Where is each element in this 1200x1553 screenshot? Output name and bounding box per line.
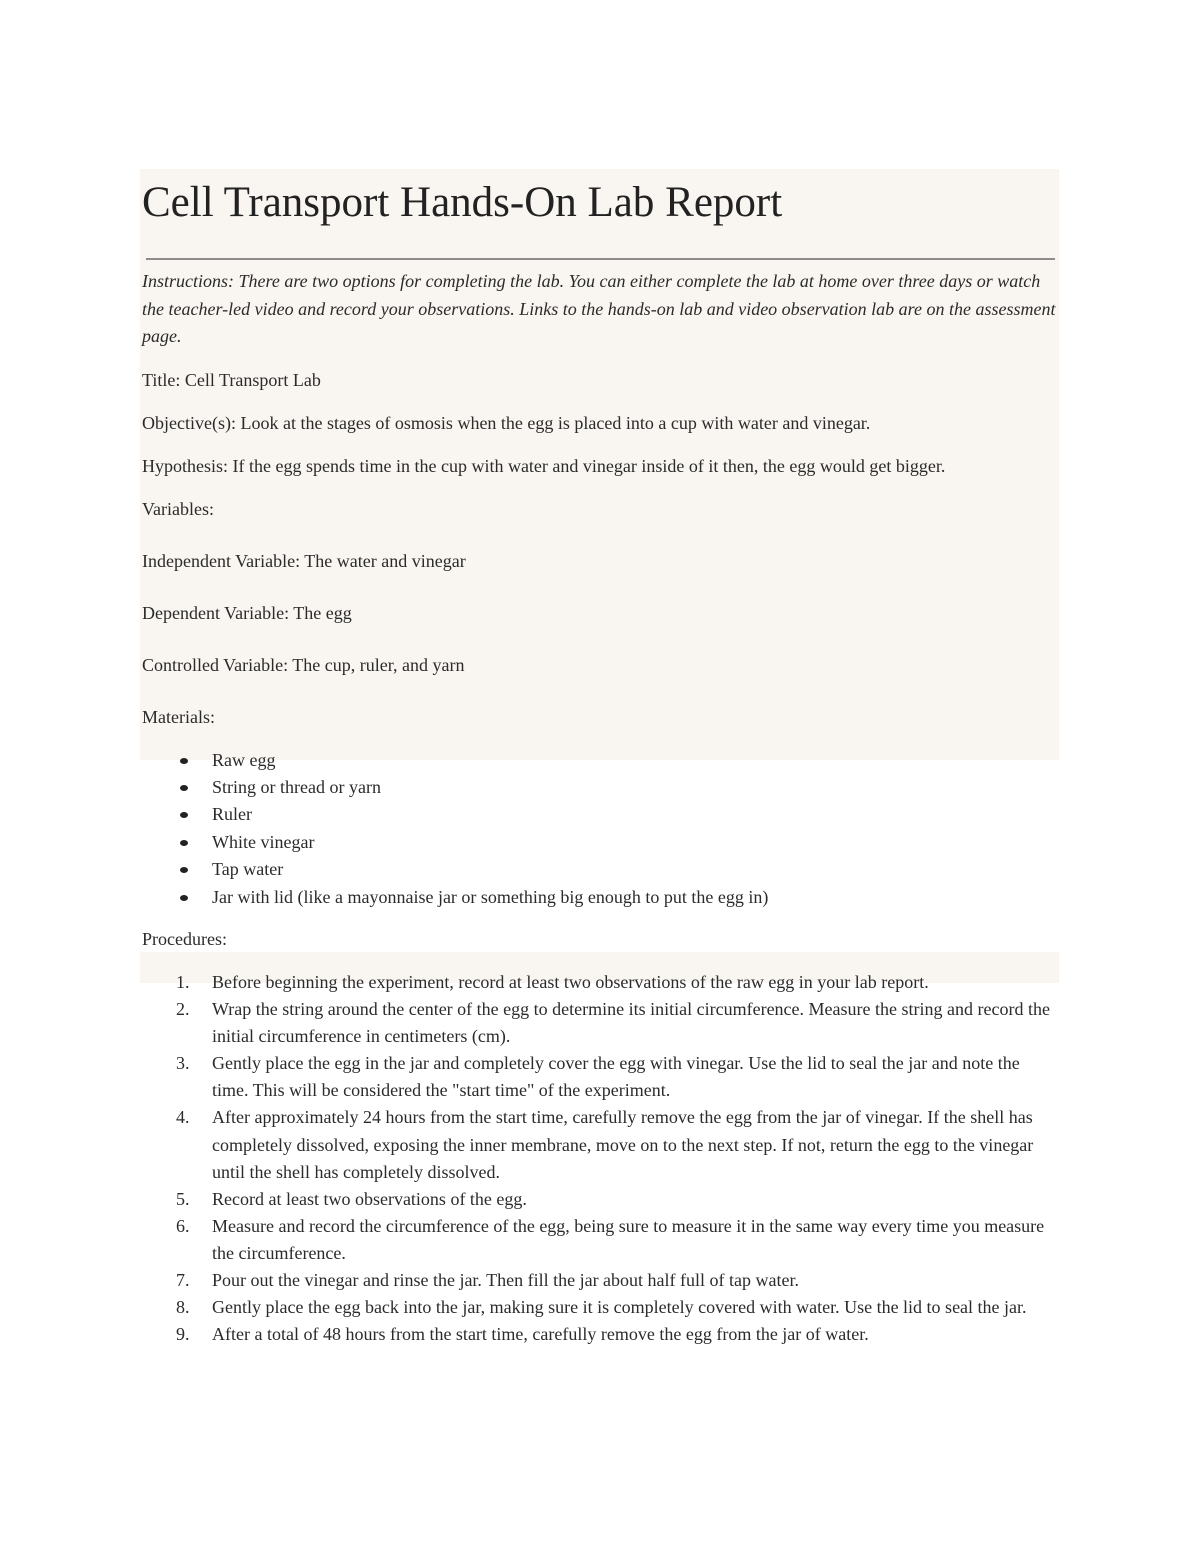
list-item — [142, 1050, 1057, 1104]
materials-list — [142, 747, 1057, 911]
step-number: 9. — [176, 1324, 190, 1345]
document-content — [142, 169, 1057, 1348]
controlled-variable: Controlled Variable: The cup, ruler, and yarn — [142, 654, 465, 675]
list-item — [142, 1267, 1057, 1294]
material-label: Jar with lid (like a mayonnaise jar or something big enough to put the egg in) — [212, 886, 769, 907]
bullet-icon — [180, 812, 188, 818]
step-number: 4. — [176, 1107, 190, 1128]
step-number: 3. — [176, 1053, 190, 1074]
step-text: Record at least two observations of the egg. — [212, 1188, 527, 1209]
instructions-text: Instructions: There are two options for completing the lab. You can either complete the lab at home over three days or watch the teacher-led video and record your observations. Links to the hands-on lab and video observation lab are on the assessment page. — [142, 271, 1056, 346]
list-item — [142, 969, 1057, 996]
objective-text: Objective(s): Look at the stages of osmosis when the egg is placed into a cup with water and vinegar. — [142, 412, 871, 433]
step-text: After approximately 24 hours from the start time, carefully remove the egg from the jar of vinegar. If the shell has completely dissolved, exposing the inner membrane, move on to the next step. If not, return the egg to the vinegar until the shell has completely dissolved. — [212, 1107, 1034, 1182]
step-text: Wrap the string around the center of the egg to determine its initial circumference. Measure the string and record the initial circumference in centimeters (cm). — [212, 999, 1050, 1047]
bullet-icon — [180, 785, 188, 791]
procedures-heading: Procedures: — [142, 928, 227, 949]
title-divider — [146, 258, 1055, 260]
materials-heading: Materials: — [142, 706, 215, 727]
material-label: String or thread or yarn — [212, 776, 381, 797]
list-item — [142, 884, 1057, 911]
list-item — [142, 856, 1057, 883]
list-item — [142, 747, 1057, 774]
list-item — [142, 1186, 1057, 1213]
list-item — [142, 774, 1057, 801]
bullet-icon — [180, 758, 188, 764]
step-text: Measure and record the circumference of the egg, being sure to measure it in the same way every time you measure the circumference. — [212, 1215, 1045, 1263]
step-number: 8. — [176, 1297, 190, 1318]
list-item — [142, 801, 1057, 828]
step-number: 1. — [176, 971, 190, 992]
procedures-list — [142, 969, 1057, 1348]
step-number: 5. — [176, 1188, 190, 1209]
step-text: Gently place the egg back into the jar, making sure it is completely covered with water. Use the lid to seal the jar. — [212, 1297, 1027, 1318]
list-item — [142, 1321, 1057, 1348]
material-label: White vinegar — [212, 831, 315, 852]
bullet-icon — [180, 867, 188, 873]
hypothesis-text: Hypothesis: If the egg spends time in the cup with water and vinegar inside of it then, the egg would get bigger. — [142, 455, 946, 476]
dependent-variable: Dependent Variable: The egg — [142, 602, 352, 623]
step-text: Pour out the vinegar and rinse the jar. Then fill the jar about half full of tap water. — [212, 1269, 799, 1290]
material-label: Tap water — [212, 859, 284, 880]
step-text: Gently place the egg in the jar and completely cover the egg with vinegar. Use the lid to seal the jar and note the time. This will be considered the "start time" of the experiment. — [212, 1053, 1020, 1101]
step-number: 7. — [176, 1269, 190, 1290]
bullet-icon — [180, 840, 188, 846]
title-line: Title: Cell Transport Lab — [142, 369, 321, 390]
variables-heading: Variables: — [142, 498, 214, 519]
step-number: 2. — [176, 999, 190, 1020]
list-item — [142, 829, 1057, 856]
step-text: Before beginning the experiment, record at least two observations of the raw egg in your lab report. — [212, 971, 929, 992]
list-item — [142, 996, 1057, 1050]
list-item — [142, 1213, 1057, 1267]
material-label: Raw egg — [212, 749, 276, 770]
list-item — [142, 1294, 1057, 1321]
bullet-icon — [180, 895, 188, 901]
independent-variable: Independent Variable: The water and vinegar — [142, 550, 466, 571]
step-text: After a total of 48 hours from the start time, carefully remove the egg from the jar of water. — [212, 1324, 869, 1345]
list-item — [142, 1104, 1057, 1185]
document-title: Cell Transport Hands-On Lab Report — [142, 179, 783, 226]
material-label: Ruler — [212, 804, 252, 825]
step-number: 6. — [176, 1215, 190, 1236]
